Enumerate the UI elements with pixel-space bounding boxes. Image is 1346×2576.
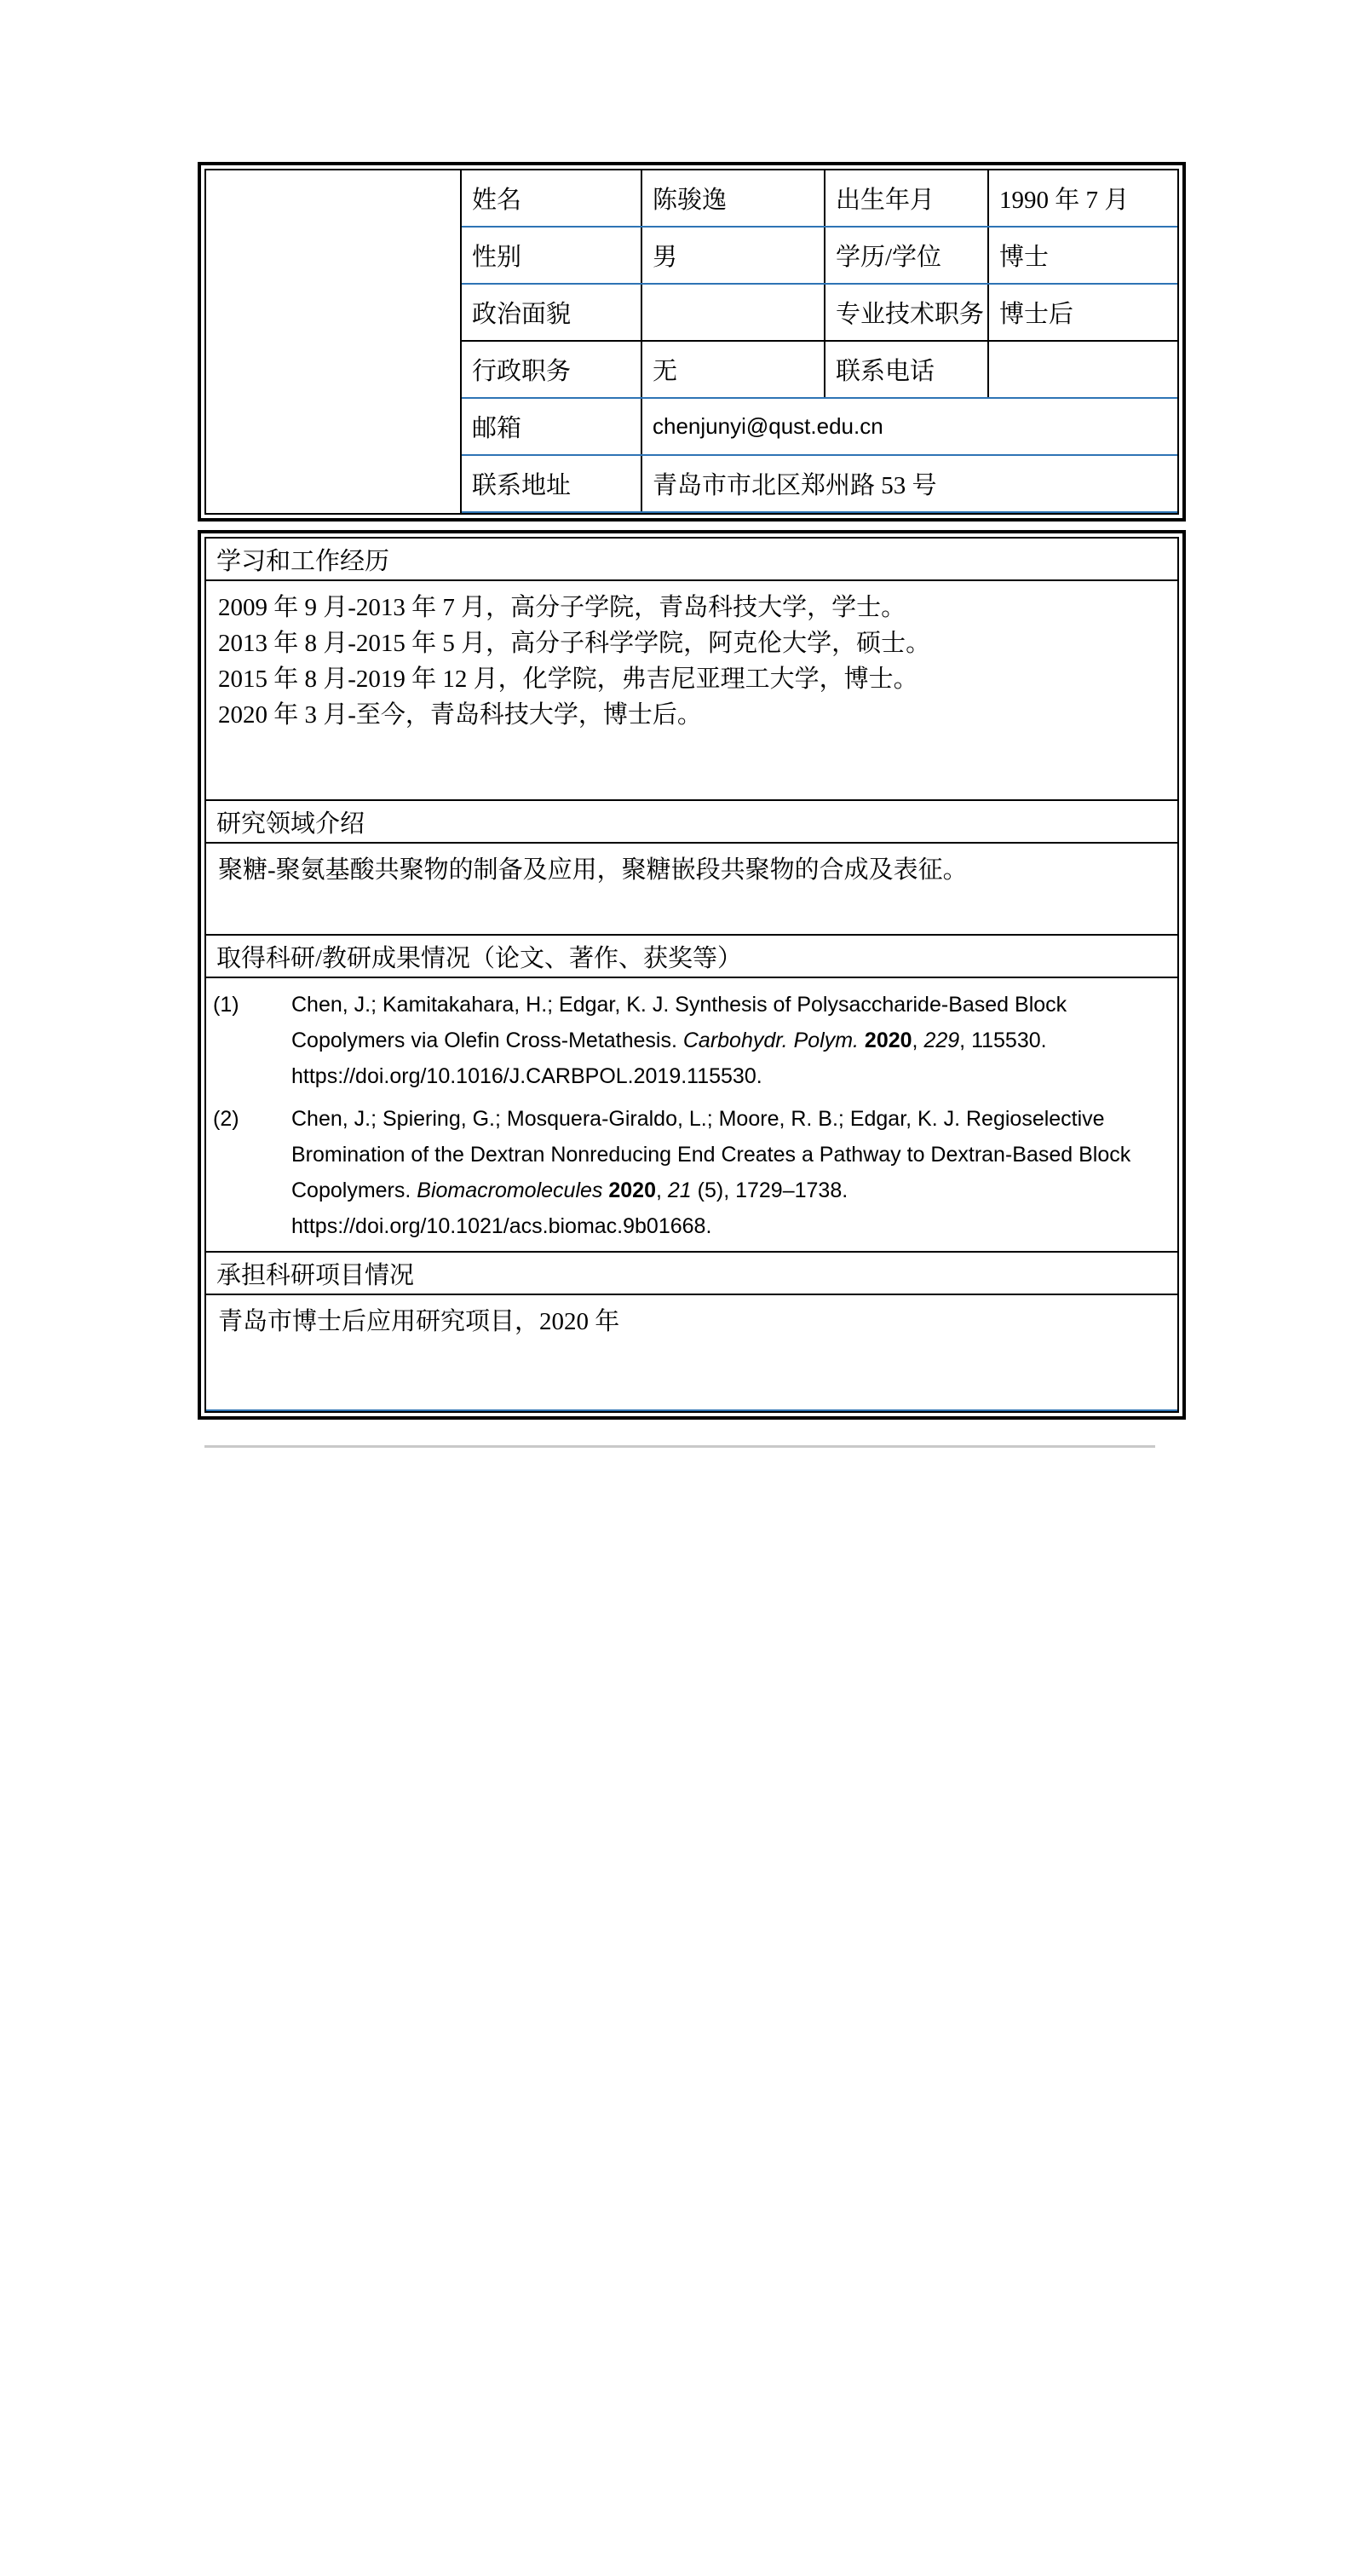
experience-line: 2009 年 9 月-2013 年 7 月，高分子学院，青岛科技大学，学士。 xyxy=(218,594,906,621)
doi-url: https://doi.org/10.1021/acs.biomac.9b01668. xyxy=(291,1214,712,1238)
publication-item xyxy=(206,1101,1177,1244)
table-row xyxy=(462,342,1177,399)
email-value: chenjunyi@qust.edu.cn xyxy=(653,413,883,439)
table-row xyxy=(462,399,1177,456)
section-title-projects: 承担科研项目情况 xyxy=(206,1253,1177,1295)
personal-info-inner xyxy=(204,169,1179,515)
table-row xyxy=(462,170,1177,228)
citation-authors-title: Chen, J.; Kamitakahara, H.; Edgar, K. J. Synthesis of Polysaccharide-Based Block Copolymers via Olefin Cross-Metathesis. xyxy=(291,993,1067,1052)
admin-position-label: 行政职务 xyxy=(462,342,642,397)
citation-year: 2020 xyxy=(608,1179,656,1202)
publication-item xyxy=(206,987,1177,1094)
professional-title-value: 博士后 xyxy=(999,301,1074,328)
political-status-value xyxy=(642,285,825,340)
detail-table-inner xyxy=(204,537,1179,1413)
degree-value: 博士 xyxy=(999,244,1050,271)
degree-label: 学历/学位 xyxy=(825,228,989,283)
publication-number: (2) xyxy=(213,1107,239,1131)
journal-name: Carbohydr. Polym. xyxy=(682,1029,865,1052)
project-text: 青岛市博士后应用研究项目，2020 年 xyxy=(218,1308,620,1335)
table-row xyxy=(462,285,1177,342)
citation-year: 2020 xyxy=(864,1029,912,1052)
cv-document xyxy=(198,162,1186,1448)
publication-number: (1) xyxy=(213,993,239,1017)
section-body-projects xyxy=(206,1295,1177,1411)
phone-label: 联系电话 xyxy=(825,342,989,397)
address-label: 联系地址 xyxy=(462,456,642,511)
photo-box xyxy=(206,170,462,513)
experience-line: 2015 年 8 月-2019 年 12 月，化学院，弗吉尼亚理工大学，博士。 xyxy=(218,666,918,693)
table-row xyxy=(462,228,1177,285)
publication-text xyxy=(291,1101,1177,1244)
experience-line: 2020 年 3 月-至今，青岛科技大学，博士后。 xyxy=(218,701,702,729)
professional-title-label: 专业技术职务 xyxy=(825,285,989,340)
research-field-text: 聚糖-聚氨基酸共聚物的制备及应用，聚糖嵌段共聚物的合成及表征。 xyxy=(218,856,968,884)
citation-separator: , xyxy=(655,1179,668,1202)
name-value: 陈骏逸 xyxy=(642,170,825,226)
section-title-experience: 学习和工作经历 xyxy=(206,539,1177,581)
citation-pages: (5), 1729–1738. xyxy=(691,1179,848,1202)
email-label: 邮箱 xyxy=(462,399,642,454)
birth-date-value: 1990 年 7 月 xyxy=(999,187,1130,214)
political-status-label: 政治面貌 xyxy=(462,285,642,340)
citation-authors-title: Chen, J.; Spiering, G.; Mosquera-Giraldo, L.; Moore, R. B.; Edgar, K. J. Regioselective Bromination of the Dextran Nonreducing End Creates a Pathway to Dextran-Based Block Copolymers. xyxy=(291,1107,1131,1202)
section-body-research-field xyxy=(206,844,1177,936)
journal-name: Biomacromolecules xyxy=(417,1179,609,1202)
gender-value: 男 xyxy=(642,228,825,283)
citation-volume: 21 xyxy=(667,1179,692,1202)
detail-table xyxy=(198,530,1186,1420)
section-title-achievements: 取得科研/教研成果情况（论文、著作、获奖等） xyxy=(206,936,1177,978)
address-value: 青岛市市北区郑州路 53 号 xyxy=(653,472,937,499)
info-rows xyxy=(462,170,1177,513)
table-row xyxy=(462,456,1177,513)
birth-date-label: 出生年月 xyxy=(825,170,989,226)
admin-position-value: 无 xyxy=(642,342,825,397)
section-body-achievements xyxy=(206,978,1177,1253)
doi-url: https://doi.org/10.1016/J.CARBPOL.2019.115530. xyxy=(291,1064,762,1088)
personal-info-table xyxy=(198,162,1186,522)
footer-divider xyxy=(204,1445,1155,1448)
section-body-experience xyxy=(206,581,1177,801)
experience-line: 2013 年 8 月-2015 年 5 月，高分子科学学院，阿克伦大学，硕士。 xyxy=(218,630,931,657)
citation-separator: , xyxy=(912,1029,924,1052)
citation-volume: 229 xyxy=(923,1029,960,1052)
citation-pages: , 115530. xyxy=(959,1029,1047,1052)
gender-label: 性别 xyxy=(462,228,642,283)
section-title-research-field: 研究领域介绍 xyxy=(206,801,1177,844)
phone-value xyxy=(989,342,1177,397)
publication-text xyxy=(291,987,1177,1094)
name-label: 姓名 xyxy=(462,170,642,226)
